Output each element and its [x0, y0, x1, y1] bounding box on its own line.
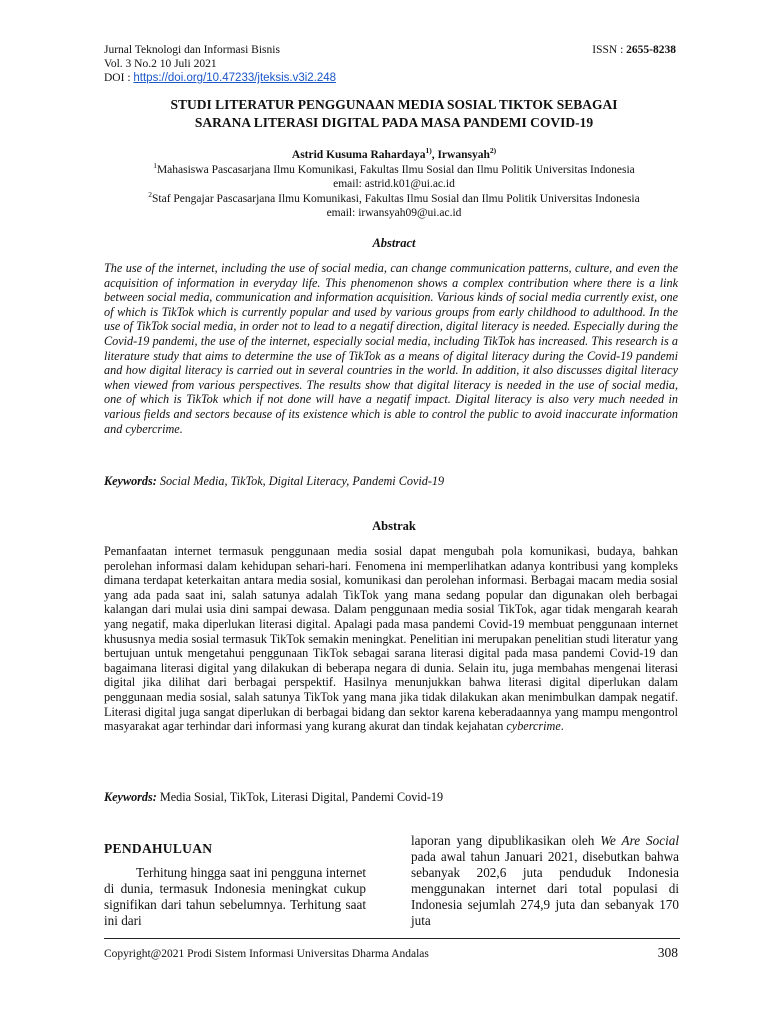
paper-title — [104, 96, 684, 132]
title-line-1: STUDI LITERATUR PENGGUNAAN MEDIA SOSIAL TIKTOK SEBAGAI — [170, 97, 618, 112]
body-right-part-2: pada awal tahun Januari 2021, disebutkan bahwa sebanyak 202,6 juta penduduk Indonesia menggunakan internet dari total populasi di Indonesia sejumlah 274,9 juta dan sebanyak 170 juta — [411, 849, 679, 928]
abstract-heading-id: Abstrak — [372, 519, 416, 533]
doi-line — [104, 71, 676, 85]
affiliation-2 — [104, 189, 684, 207]
author-1: Astrid Kusuma Rahardaya — [291, 149, 426, 161]
keywords-en-label: Keywords: — [104, 474, 157, 488]
doi-label: DOI : — [104, 72, 131, 84]
page-number: 308 — [657, 945, 678, 960]
footer-copyright: Copyright@2021 Prodi Sistem Informasi Universitas Dharma Andalas — [104, 948, 429, 960]
keywords-id-label: Keywords: — [104, 790, 157, 804]
keywords-en — [104, 474, 678, 489]
body-right-part-1: laporan yang dipublikasikan oleh — [411, 833, 601, 848]
body-column-right — [411, 833, 679, 929]
doi-link[interactable]: https://doi.org/10.47233/jteksis.v3i2.248 — [133, 72, 337, 84]
issn-label: ISSN : — [592, 44, 624, 56]
body-right-italic: We Are Social — [600, 833, 679, 848]
abstract-text-en: The use of the internet, including the use of social media, can change communication patterns, culture, and even the acquisition of information in everyday life. This phenomenon shows a complex contribution where there is a link between social media, communication and information acquisition. Various kinds of social media currently exist, one of which is TikTok which is currently popular and used by various groups from early childhood to adulthood. In the use of TikTok social media, in order not to lead to a negatif direction, digital literacy is needed. Especially during the Covid-19 pandemi, the use of the internet, especially social media, including TikTok has increased. This research is a literature study that aims to determine the use of TikTok as a means of digital literacy during the Covid-19 pandemi and how digital literacy is carried out in several countries in the world. In addition, it also discusses digital literacy when viewed from various perspectives. The results show that digital literacy is needed in the use of social media, one of which is TikTok which if not done will have a negatif impact. Digital literacy is also very much needed in various fields and sectors because of its existence which is able to control the public to avoid inaccurate information and cybercrime. — [104, 261, 678, 436]
abstract-id-italic: cybercrime — [506, 719, 561, 734]
author-separator: , — [431, 149, 438, 161]
email-2: email: irwansyah09@ui.ac.id — [326, 207, 462, 219]
footer-rule — [104, 938, 680, 939]
author-2: Irwansyah — [437, 149, 490, 161]
email-1: email: astrid.k01@ui.ac.id — [333, 178, 455, 190]
affiliation-2-sup: 2 — [148, 189, 153, 199]
affiliation-1-text: Mahasiswa Pascasarjana Ilmu Komunikasi, Fakultas Ilmu Sosial dan Ilmu Politik Universitas Indonesia — [156, 163, 635, 176]
issn — [592, 43, 676, 57]
affiliation-1-sup: 1 — [153, 160, 157, 170]
affiliation-2-text: Staf Pengajar Pascasarjana Ilmu Komunikasi, Fakultas Ilmu Sosial dan Ilmu Politik Universitas Indonesia — [152, 192, 640, 205]
author-1-sup: 1) — [425, 146, 432, 156]
volume-info: Vol. 3 No.2 10 Juli 2021 — [104, 58, 217, 70]
title-line-2: SARANA LITERASI DIGITAL PADA MASA PANDEMI COVID-19 — [194, 115, 594, 130]
body-paragraph-left: Terhitung hingga saat ini pengguna internet di dunia, termasuk Indonesia meningkat cukup signifikan dari tahun sebelumnya. Terhitung saat ini dari — [104, 865, 366, 928]
author-2-sup: 2) — [489, 146, 497, 156]
journal-name: Jurnal Teknologi dan Informasi Bisnis — [104, 44, 280, 56]
body-column-left — [104, 841, 366, 929]
author-names — [104, 148, 684, 163]
keywords-id-value: Media Sosial, TikTok, Literasi Digital, Pandemi Covid-19 — [159, 790, 444, 804]
abstract-id-main: Pemanfaatan internet termasuk penggunaan media sosial dapat mengubah pola komunikasi, budaya, bahkan perolehan informasi dalam kehidupan sehari-hari. Fenomena ini memperlihatkan adanya kontribusi yang kompleks dimana terdapat keterkaitan antara media sosial, komunikasi dan perolehan informasi. Berbagai macam media sosial yang ada pada saat ini, salah satunya adalah TikTok yang mana sedang popular dan digunakan oleh berbagai kalangan dari mulai usia dini sampai dewasa. Dalam penggunaan media sosial TikTok, agar tidak mengarah kearah yang negatif, maka diperlukan literasi digital. Apalagi pada masa pandemi Covid-19 membuat penggunaan internet khususnya media sosial termasuk TikTok semakin meningkat. Penelitian ini merupakan penelitian studi literatur yang bertujuan untuk mengetahui penggunaan TikTok sebagai sarana literasi digital pada masa pandemi Covid-19 dan bagaimana literasi digital yang dilakukan di beberapa negara di dunia. Selain itu, juga membahas mengenai literasi digital jika dilihat dari berbagai perspektif. Hasilnya menunjukkan bahwa literasi digital diperlukan dalam penggunaan media sosial, salah satunya TikTok yang mana jika tidak dilakukan akan menimbulkan dampak negatif. Literasi digital juga sangat diperlukan di berbagai bidang dan sektor karena keberadaannya yang mampu mengontrol masyarakat agar terhindar dari informasi yang kurang akurat dan tindak kejahatan — [104, 544, 678, 734]
affiliation-1 — [104, 160, 684, 178]
abstract-heading-en: Abstract — [372, 236, 416, 250]
abstract-id-end: . — [560, 719, 564, 734]
body-paragraph-right — [411, 833, 679, 929]
section-heading: PENDAHULUAN — [104, 841, 213, 856]
abstract-text-id — [104, 544, 678, 734]
issn-value: 2655-8238 — [626, 44, 676, 56]
keywords-en-value: Social Media, TikTok, Digital Literacy, Pandemi Covid-19 — [159, 474, 445, 488]
keywords-id — [104, 790, 678, 805]
author-block — [104, 148, 684, 221]
